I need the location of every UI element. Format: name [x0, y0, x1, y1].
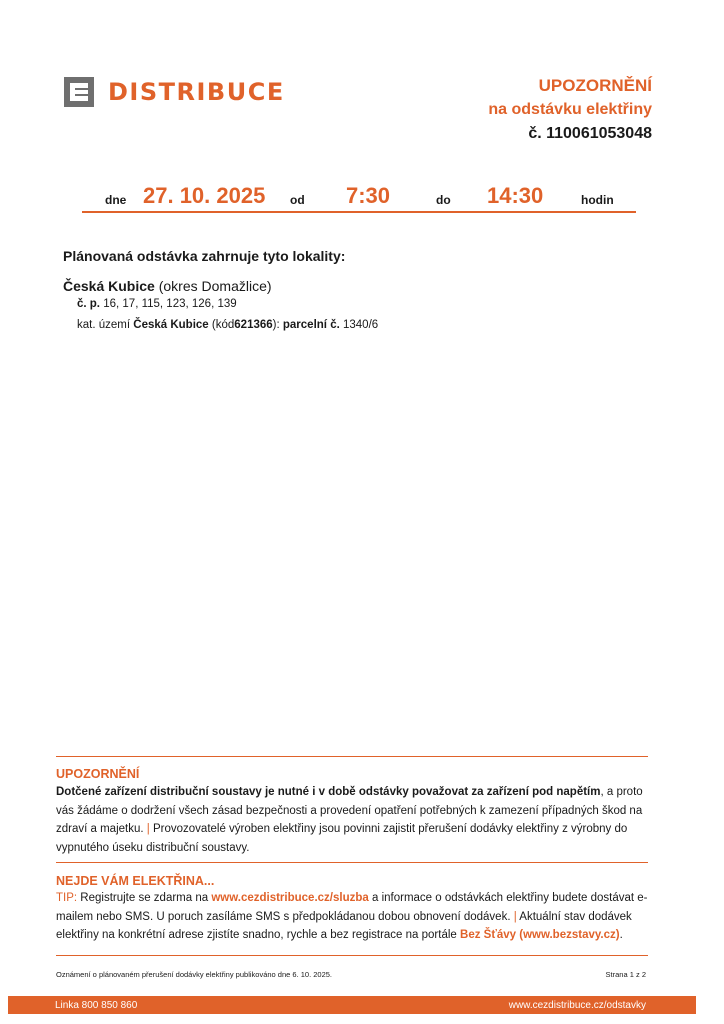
time-to: 14:30 — [487, 183, 544, 208]
kat-code-prefix: (kód — [211, 319, 235, 331]
tip-separator: | — [513, 910, 517, 923]
warning-bottom-divider — [56, 862, 648, 863]
publication-note: Oznámení o plánovaném přerušení dodávky elektřiny publikováno dne 6. 10. 2025. — [56, 970, 333, 979]
from-label: od — [290, 193, 305, 207]
tip-text-4: . — [619, 929, 623, 941]
cadastral-info — [77, 319, 378, 331]
kat-name: Česká Kubice — [133, 319, 209, 331]
notice-subtitle: na odstávku elektřiny — [488, 101, 652, 118]
tip-text-1: Registrujte se zdarma na — [80, 892, 209, 904]
logo-text: DISTRIBUCE — [108, 78, 285, 106]
time-from: 7:30 — [346, 183, 391, 208]
company-logo — [64, 77, 285, 107]
hotline-number: Linka 800 850 860 — [55, 1000, 138, 1011]
tip-text-3: Aktuální stav dodávek elektřiny na konkrétní adrese zjistíte snadno, rychle a bez registrace na portále — [56, 910, 632, 941]
kat-code-suffix: ): — [272, 319, 280, 331]
outages-url[interactable]: www.cezdistribuce.cz/odstavky — [508, 1000, 646, 1011]
to-label: do — [436, 193, 451, 207]
notice-number: č. 110061053048 — [528, 125, 652, 142]
outage-dateline — [0, 180, 724, 212]
parcel-value: 1340/6 — [342, 319, 379, 331]
outage-date: 27. 10. 2025 — [143, 183, 266, 208]
notice-header — [488, 74, 652, 146]
kat-prefix: kat. území — [77, 319, 131, 331]
portal-name: Bez Šťávy — [460, 929, 517, 941]
tip-title: NEJDE VÁM ELEKTŘINA... — [56, 874, 215, 888]
cez-logo-icon — [64, 77, 94, 107]
notice-title: UPOZORNĚNÍ — [538, 76, 652, 95]
footer-bar — [8, 996, 696, 1014]
warning-separator: | — [146, 823, 150, 835]
town-district: (okres Domažlice) — [158, 278, 272, 294]
hours-label: hodin — [581, 193, 614, 207]
dateline-divider — [82, 211, 636, 213]
tip-bottom-divider — [56, 955, 648, 956]
tip-body — [56, 889, 656, 945]
registration-link[interactable]: www.cezdistribuce.cz/sluzba — [211, 892, 369, 904]
town-name: Česká Kubice — [63, 278, 155, 294]
tip-label: TIP: — [56, 892, 78, 904]
warning-body — [56, 783, 656, 857]
parcel-label: parcelní č. — [282, 319, 340, 331]
day-label: dne — [105, 193, 127, 207]
bezstavy-link[interactable]: (www.bezstavy.cz) — [519, 929, 620, 941]
house-numbers — [77, 298, 237, 310]
warning-bold-text: Dotčené zařízení distribuční soustavy je nutné i v době odstávky považovat za zařízení pod napětím — [56, 786, 601, 798]
cp-values: 16, 17, 115, 123, 126, 139 — [103, 298, 237, 310]
warning-text-2: Provozovatelé výroben elektřiny jsou povinni zajistit přerušení dodávky elektřiny z výrobny do vypnutého úseku distribuční soustavy. — [56, 823, 628, 854]
warning-top-divider — [56, 756, 648, 757]
tip-text-2: a informace o odstávkách elektřiny budete dostávat e-mailem nebo SMS. U poruch zasíláme SMS s předpokládanou dobou obnovení dodávek. — [56, 892, 648, 923]
cp-label: č. p. — [77, 298, 101, 310]
warning-text-1: , a proto vás žádáme o dodržení všech zásad bezpečnosti a provedení opatření potřebných k zamezení případných škod na zdraví a majetku. — [56, 786, 643, 835]
localities-title: Plánovaná odstávka zahrnuje tyto lokality: — [63, 248, 346, 264]
warning-title: UPOZORNĚNÍ — [56, 767, 140, 781]
page-number: Strana 1 z 2 — [605, 970, 646, 979]
locality-town — [63, 278, 272, 294]
kat-code: 621366 — [234, 319, 273, 331]
